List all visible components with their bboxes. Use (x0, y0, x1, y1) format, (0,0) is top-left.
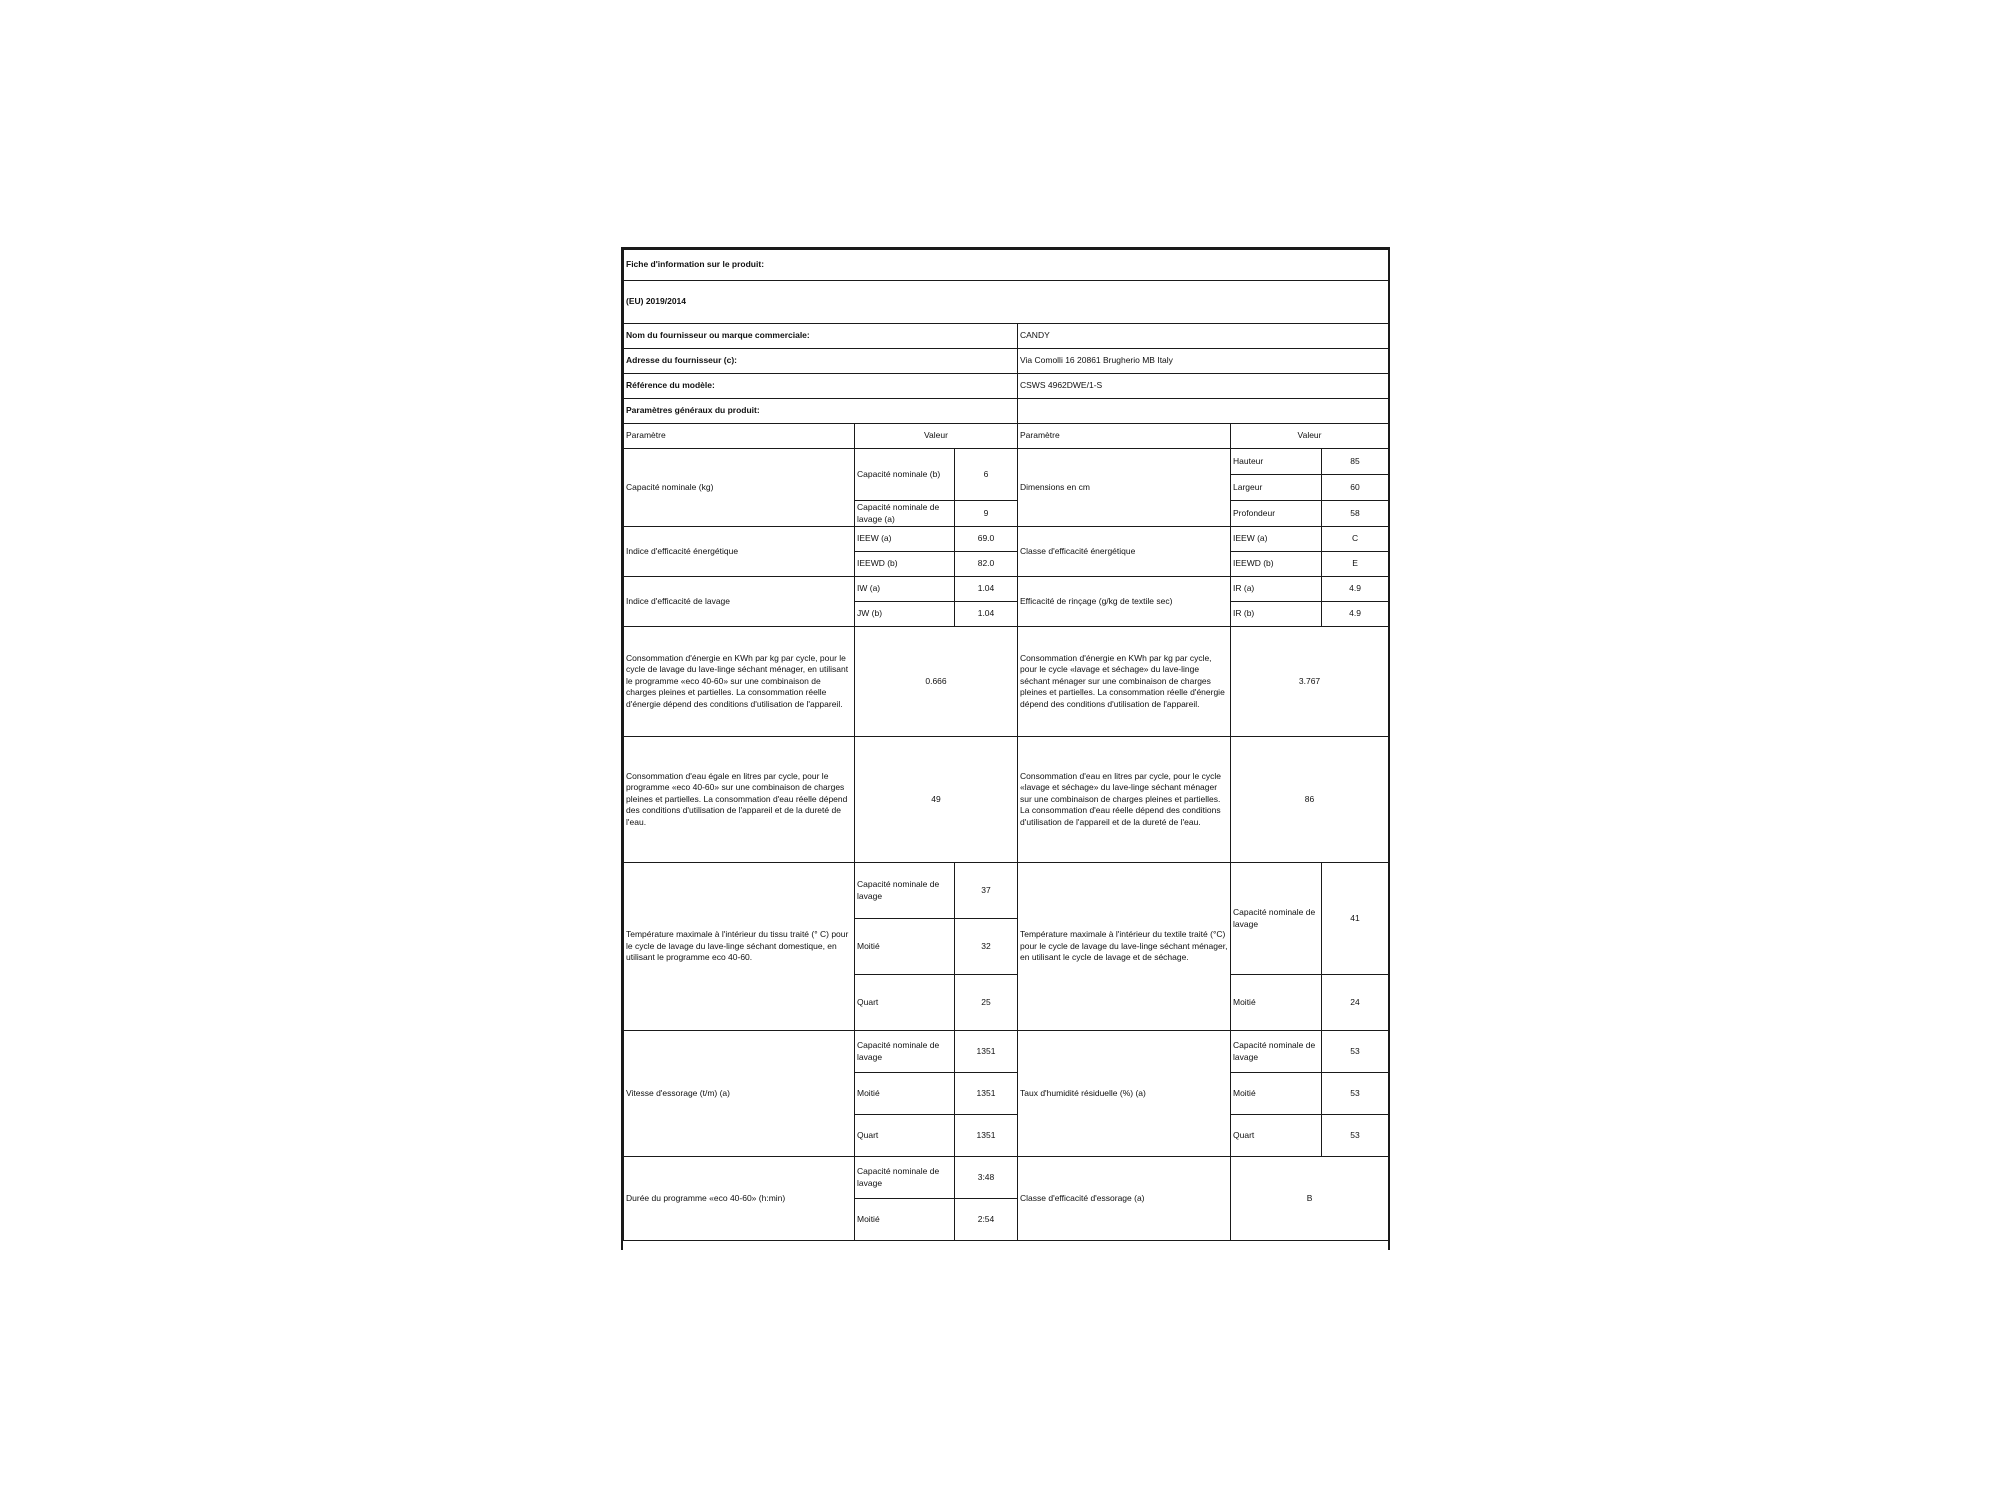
spin-speed-full-value: 1351 (955, 1031, 1018, 1073)
energy-index-label: Indice d'efficacité énergétique (624, 527, 855, 577)
rinse-b-label: IR (b) (1231, 602, 1322, 627)
capacity-sub1-value: 6 (955, 449, 1018, 501)
wash-index-b-label: JW (b) (855, 602, 955, 627)
spin-speed-full-label: Capacité nominale de lavage (855, 1031, 955, 1073)
width-value: 60 (1322, 475, 1389, 501)
capacity-sub2-label: Capacité nominale de lavage (a) (855, 501, 955, 527)
energy-class-b-value: E (1322, 552, 1389, 577)
moisture-half-label: Moitié (1231, 1073, 1322, 1115)
energy-consumption-wash-value: 0.666 (855, 627, 1018, 737)
water-washdry-value: 86 (1231, 737, 1389, 863)
duration-label: Durée du programme «eco 40-60» (h:min) (624, 1157, 855, 1241)
energy-index-a-label: IEEW (a) (855, 527, 955, 552)
energy-class-b-label: IEEWD (b) (1231, 552, 1322, 577)
rinse-a-label: IR (a) (1231, 577, 1322, 602)
wash-index-a-label: IW (a) (855, 577, 955, 602)
capacity-label: Capacité nominale (kg) (624, 449, 855, 527)
temp-wash-full-value: 37 (955, 863, 1018, 919)
energy-consumption-wash-label: Consommation d'énergie en KWh par kg par cycle, pour le cycle de lavage du lave-linge séchant ménager, en utilisant le programme «eco 40-60» sur une combinaison de charges pleines et partielles. La consommation réelle d'énergie dépend des conditions d'utilisation de l'appareil. (624, 627, 855, 737)
spin-speed-label: Vitesse d'essorage (t/m) (a) (624, 1031, 855, 1157)
regulation-reference: (EU) 2019/2014 (624, 281, 1389, 324)
temp-wash-full-label: Capacité nominale de lavage (855, 863, 955, 919)
model-reference-label: Référence du modèle: (624, 374, 1018, 399)
wash-index-a-value: 1.04 (955, 577, 1018, 602)
water-washdry-label: Consommation d'eau en litres par cycle, pour le cycle «lavage et séchage» du lave-linge séchant ménager sur une combinaison de charges pleines et partielles. La consommation d'eau réelle dépend des conditions d'utilisation de l'appareil et de la dureté de l'eau. (1018, 737, 1231, 863)
temp-washdry-half-value: 24 (1322, 975, 1389, 1031)
temp-wash-quarter-label: Quart (855, 975, 955, 1031)
depth-label: Profondeur (1231, 501, 1322, 527)
product-info-table (623, 249, 1389, 1241)
moisture-quarter-value: 53 (1322, 1115, 1389, 1157)
water-wash-value: 49 (855, 737, 1018, 863)
spin-class-value: B (1231, 1157, 1389, 1241)
energy-index-b-value: 82.0 (955, 552, 1018, 577)
rinse-b-value: 4.9 (1322, 602, 1389, 627)
supplier-name-label: Nom du fournisseur ou marque commerciale: (624, 324, 1018, 349)
spin-speed-half-value: 1351 (955, 1073, 1018, 1115)
capacity-sub1-label: Capacité nominale (b) (855, 449, 955, 501)
moisture-full-label: Capacité nominale de lavage (1231, 1031, 1322, 1073)
supplier-address-value: Via Comolli 16 20861 Brugherio MB Italy (1018, 349, 1389, 374)
temp-wash-quarter-value: 25 (955, 975, 1018, 1031)
dimensions-label: Dimensions en cm (1018, 449, 1231, 527)
moisture-half-value: 53 (1322, 1073, 1389, 1115)
energy-index-a-value: 69.0 (955, 527, 1018, 552)
temp-washdry-full-label: Capacité nominale de lavage (1231, 863, 1322, 975)
moisture-full-value: 53 (1322, 1031, 1389, 1073)
temp-washdry-label: Température maximale à l'intérieur du textile traité (°C) pour le cycle de lavage du lave-linge séchant ménager, en utilisant le cycle de lavage et de séchage. (1018, 863, 1231, 1031)
temp-washdry-half-label: Moitié (1231, 975, 1322, 1031)
temp-wash-half-value: 32 (955, 919, 1018, 975)
spin-speed-half-label: Moitié (855, 1073, 955, 1115)
temp-washdry-full-value: 41 (1322, 863, 1389, 975)
column-header-value-left: Valeur (855, 424, 1018, 449)
duration-full-label: Capacité nominale de lavage (855, 1157, 955, 1199)
energy-index-b-label: IEEWD (b) (855, 552, 955, 577)
energy-consumption-washdry-label: Consommation d'énergie en KWh par kg par cycle, pour le cycle «lavage et séchage» du lave-linge séchant ménager sur une combinaison de charges pleines et partielles. La consommation réelle d'énergie dépend des conditions d'utilisation de l'appareil. (1018, 627, 1231, 737)
rinse-label: Efficacité de rinçage (g/kg de textile sec) (1018, 577, 1231, 627)
duration-half-label: Moitié (855, 1199, 955, 1241)
height-value: 85 (1322, 449, 1389, 475)
spin-class-label: Classe d'efficacité d'essorage (a) (1018, 1157, 1231, 1241)
wash-index-b-value: 1.04 (955, 602, 1018, 627)
supplier-name-value: CANDY (1018, 324, 1389, 349)
energy-class-label: Classe d'efficacité énergétique (1018, 527, 1231, 577)
moisture-label: Taux d'humidité résiduelle (%) (a) (1018, 1031, 1231, 1157)
column-header-value-right: Valeur (1231, 424, 1389, 449)
supplier-address-label: Adresse du fournisseur (c): (624, 349, 1018, 374)
column-header-parameter-left: Paramètre (624, 424, 855, 449)
spin-speed-quarter-label: Quart (855, 1115, 955, 1157)
product-information-sheet (621, 247, 1390, 1250)
wash-index-label: Indice d'efficacité de lavage (624, 577, 855, 627)
capacity-sub2-value: 9 (955, 501, 1018, 527)
width-label: Largeur (1231, 475, 1322, 501)
model-reference-value: CSWS 4962DWE/1-S (1018, 374, 1389, 399)
energy-class-a-value: C (1322, 527, 1389, 552)
duration-full-value: 3:48 (955, 1157, 1018, 1199)
rinse-a-value: 4.9 (1322, 577, 1389, 602)
energy-class-a-label: IEEW (a) (1231, 527, 1322, 552)
column-header-parameter-right: Paramètre (1018, 424, 1231, 449)
spin-speed-quarter-value: 1351 (955, 1115, 1018, 1157)
general-parameters-label: Paramètres généraux du produit: (624, 399, 1018, 424)
duration-half-value: 2:54 (955, 1199, 1018, 1241)
height-label: Hauteur (1231, 449, 1322, 475)
general-parameters-value (1018, 399, 1389, 424)
temp-wash-label: Température maximale à l'intérieur du tissu traité (° C) pour le cycle de lavage du lave-linge séchant domestique, en utilisant le programme eco 40-60. (624, 863, 855, 1031)
depth-value: 58 (1322, 501, 1389, 527)
sheet-title: Fiche d'information sur le produit: (624, 250, 1389, 281)
temp-wash-half-label: Moitié (855, 919, 955, 975)
moisture-quarter-label: Quart (1231, 1115, 1322, 1157)
water-wash-label: Consommation d'eau égale en litres par cycle, pour le programme «eco 40-60» sur une combinaison de charges pleines et partielles. La consommation d'eau réelle dépend des conditions d'utilisation de l'appareil et de la dureté de l'eau. (624, 737, 855, 863)
energy-consumption-washdry-value: 3.767 (1231, 627, 1389, 737)
